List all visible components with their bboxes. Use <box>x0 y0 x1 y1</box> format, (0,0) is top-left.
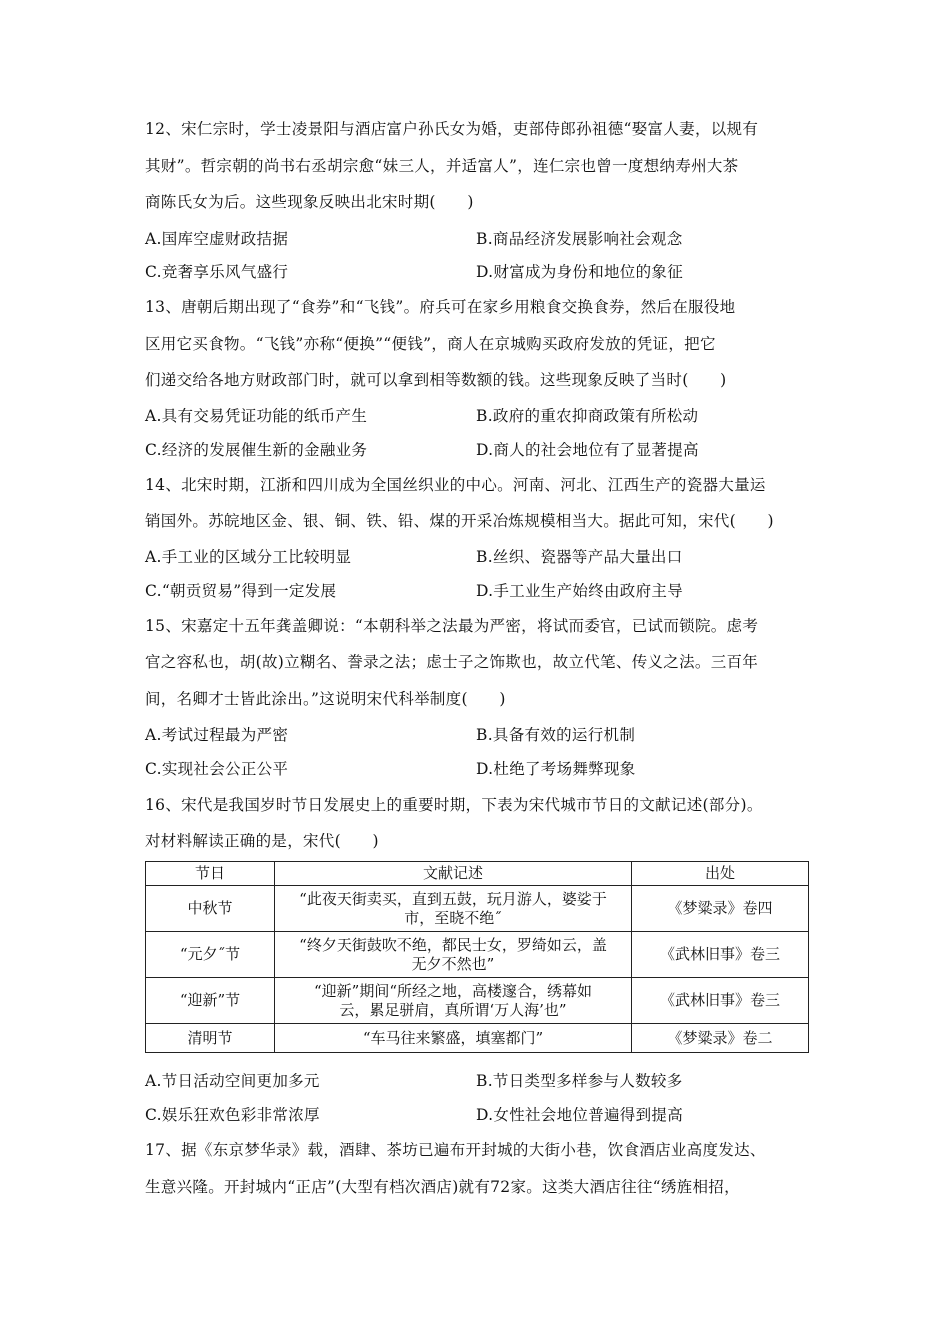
table-row <box>146 1024 809 1053</box>
festival-table <box>145 861 809 1053</box>
q12-line-2: 其财”。哲宗朝的尚书右丞胡宗愈“妹三人，并适富人”，连仁宗也曾一度想纳寿州大茶 <box>145 157 739 175</box>
table-header-record: 文献记述 <box>275 862 632 886</box>
q13-option-a: A.具有交易凭证功能的纸币产生 <box>145 407 368 425</box>
q12-option-a: A.国库空虚财政拮据 <box>145 230 289 248</box>
q15-option-c: C.实现社会公正公平 <box>145 760 289 778</box>
q14-option-d: D.手工业生产始终由政府主导 <box>476 582 684 600</box>
q12-option-d: D.财富成为身份和地位的象征 <box>476 263 684 281</box>
q13-line-3: 们递交给各地方财政部门时，就可以拿到相等数额的钱。这些现象反映了当时( ) <box>145 371 727 389</box>
table-header-festival: 节日 <box>146 862 275 886</box>
source-cell: 《梦粱录》卷二 <box>632 1024 809 1053</box>
record-line: 无夕不然也” <box>411 954 495 973</box>
q17-line-2: 生意兴隆。开封城内“正店”(大型有档次酒店)就有72家。这类大酒店往往“绣旌相招， <box>145 1178 740 1196</box>
table-header-source: 出处 <box>632 862 809 886</box>
q15-option-b: B.具备有效的运行机制 <box>476 726 636 744</box>
record-line: 云，累足骈肩，真所谓‘万人海’也” <box>339 1000 567 1019</box>
record-line: “迎新”期间“所经之地，高楼邃合，绣幕如 <box>313 981 592 1000</box>
q15-line-2: 官之容私也，胡(故)立糊名、誊录之法；虑士子之饰欺也，故立代笔、传义之法。三百年 <box>145 653 759 671</box>
festival-cell: “迎新”节 <box>146 978 275 1024</box>
q17-line-1: 17、据《东京梦华录》载，酒肆、茶坊已遍布开封城的大街小巷，饮食酒店业高度发达、 <box>145 1141 766 1159</box>
record-line: 市，至晓不绝˝ <box>404 908 502 927</box>
record-cell <box>275 886 632 932</box>
q12-option-b: B.商品经济发展影响社会观念 <box>476 230 683 248</box>
q16-option-a: A.节日活动空间更加多元 <box>145 1072 320 1090</box>
record-line: “此夜天街卖买，直到五鼓，玩月游人，婆娑于 <box>299 889 607 908</box>
q16-line-1: 16、宋代是我国岁时节日发展史上的重要时期，下表为宋代城市节日的文献记述(部分)。 <box>145 796 763 814</box>
source-cell: 《武林旧事》卷三 <box>632 978 809 1024</box>
record-cell <box>275 932 632 978</box>
record-cell <box>275 978 632 1024</box>
source-cell: 《梦粱录》卷四 <box>632 886 809 932</box>
table-header-row <box>146 862 809 886</box>
q13-option-b: B.政府的重农抑商政策有所松动 <box>476 407 699 425</box>
q14-line-1: 14、北宋时期，江浙和四川成为全国丝织业的中心。河南、河北、江西生产的瓷器大量运 <box>145 476 766 494</box>
q13-option-d: D.商人的社会地位有了显著提高 <box>476 441 699 459</box>
q16-option-c: C.娱乐狂欢色彩非常浓厚 <box>145 1106 320 1124</box>
festival-cell: “元夕˝节 <box>146 932 275 978</box>
q14-option-b: B.丝织、瓷器等产品大量出口 <box>476 548 683 566</box>
record-line: “终夕天街鼓吹不绝，都民士女，罗绮如云，盖 <box>299 935 607 954</box>
q15-line-3: 间，名卿才士皆此涂出。”这说明宋代科举制度( ) <box>145 690 506 708</box>
q13-line-1: 13、唐朝后期出现了“食券”和“飞钱”。府兵可在家乡用粮食交换食券，然后在服役地 <box>145 298 736 316</box>
q12-option-c: C.竞奢享乐风气盛行 <box>145 263 289 281</box>
table-row <box>146 886 809 932</box>
q16-line-2: 对材料解读正确的是，宋代( ) <box>145 832 379 850</box>
record-cell <box>275 1024 632 1053</box>
q12-line-1: 12、宋仁宗时，学士凌景阳与酒店富户孙氏女为婚，吏部侍郎孙祖德“娶富人妻，以规有 <box>145 120 759 138</box>
q16-option-b: B.节日类型多样参与人数较多 <box>476 1072 683 1090</box>
table-row <box>146 978 809 1024</box>
q15-line-1: 15、宋嘉定十五年龚盖卿说：“本朝科举之法最为严密，将试而委官，已试而锁院。虑考 <box>145 617 759 635</box>
q12-line-3: 商陈氏女为后。这些现象反映出北宋时期( ) <box>145 193 474 211</box>
q13-line-2: 区用它买食物。“飞钱”亦称“便换”“便钱”，商人在京城购买政府发放的凭证，把它 <box>145 335 716 353</box>
source-cell: 《武林旧事》卷三 <box>632 932 809 978</box>
q16-option-d: D.女性社会地位普遍得到提高 <box>476 1106 684 1124</box>
q14-option-a: A.手工业的区域分工比较明显 <box>145 548 352 566</box>
q15-option-a: A.考试过程最为严密 <box>145 726 289 744</box>
record-line: “车马往来繁盛，填塞都门” <box>362 1028 544 1047</box>
q14-line-2: 销国外。苏皖地区金、银、铜、铁、铅、煤的开采冶炼规模相当大。据此可知，宋代( ) <box>145 512 774 530</box>
q13-option-c: C.经济的发展催生新的金融业务 <box>145 441 368 459</box>
table-row <box>146 932 809 978</box>
festival-cell: 清明节 <box>146 1024 275 1053</box>
festival-cell: 中秋节 <box>146 886 275 932</box>
q14-option-c: C.“朝贡贸易”得到一定发展 <box>145 582 337 600</box>
q15-option-d: D.杜绝了考场舞弊现象 <box>476 760 636 778</box>
